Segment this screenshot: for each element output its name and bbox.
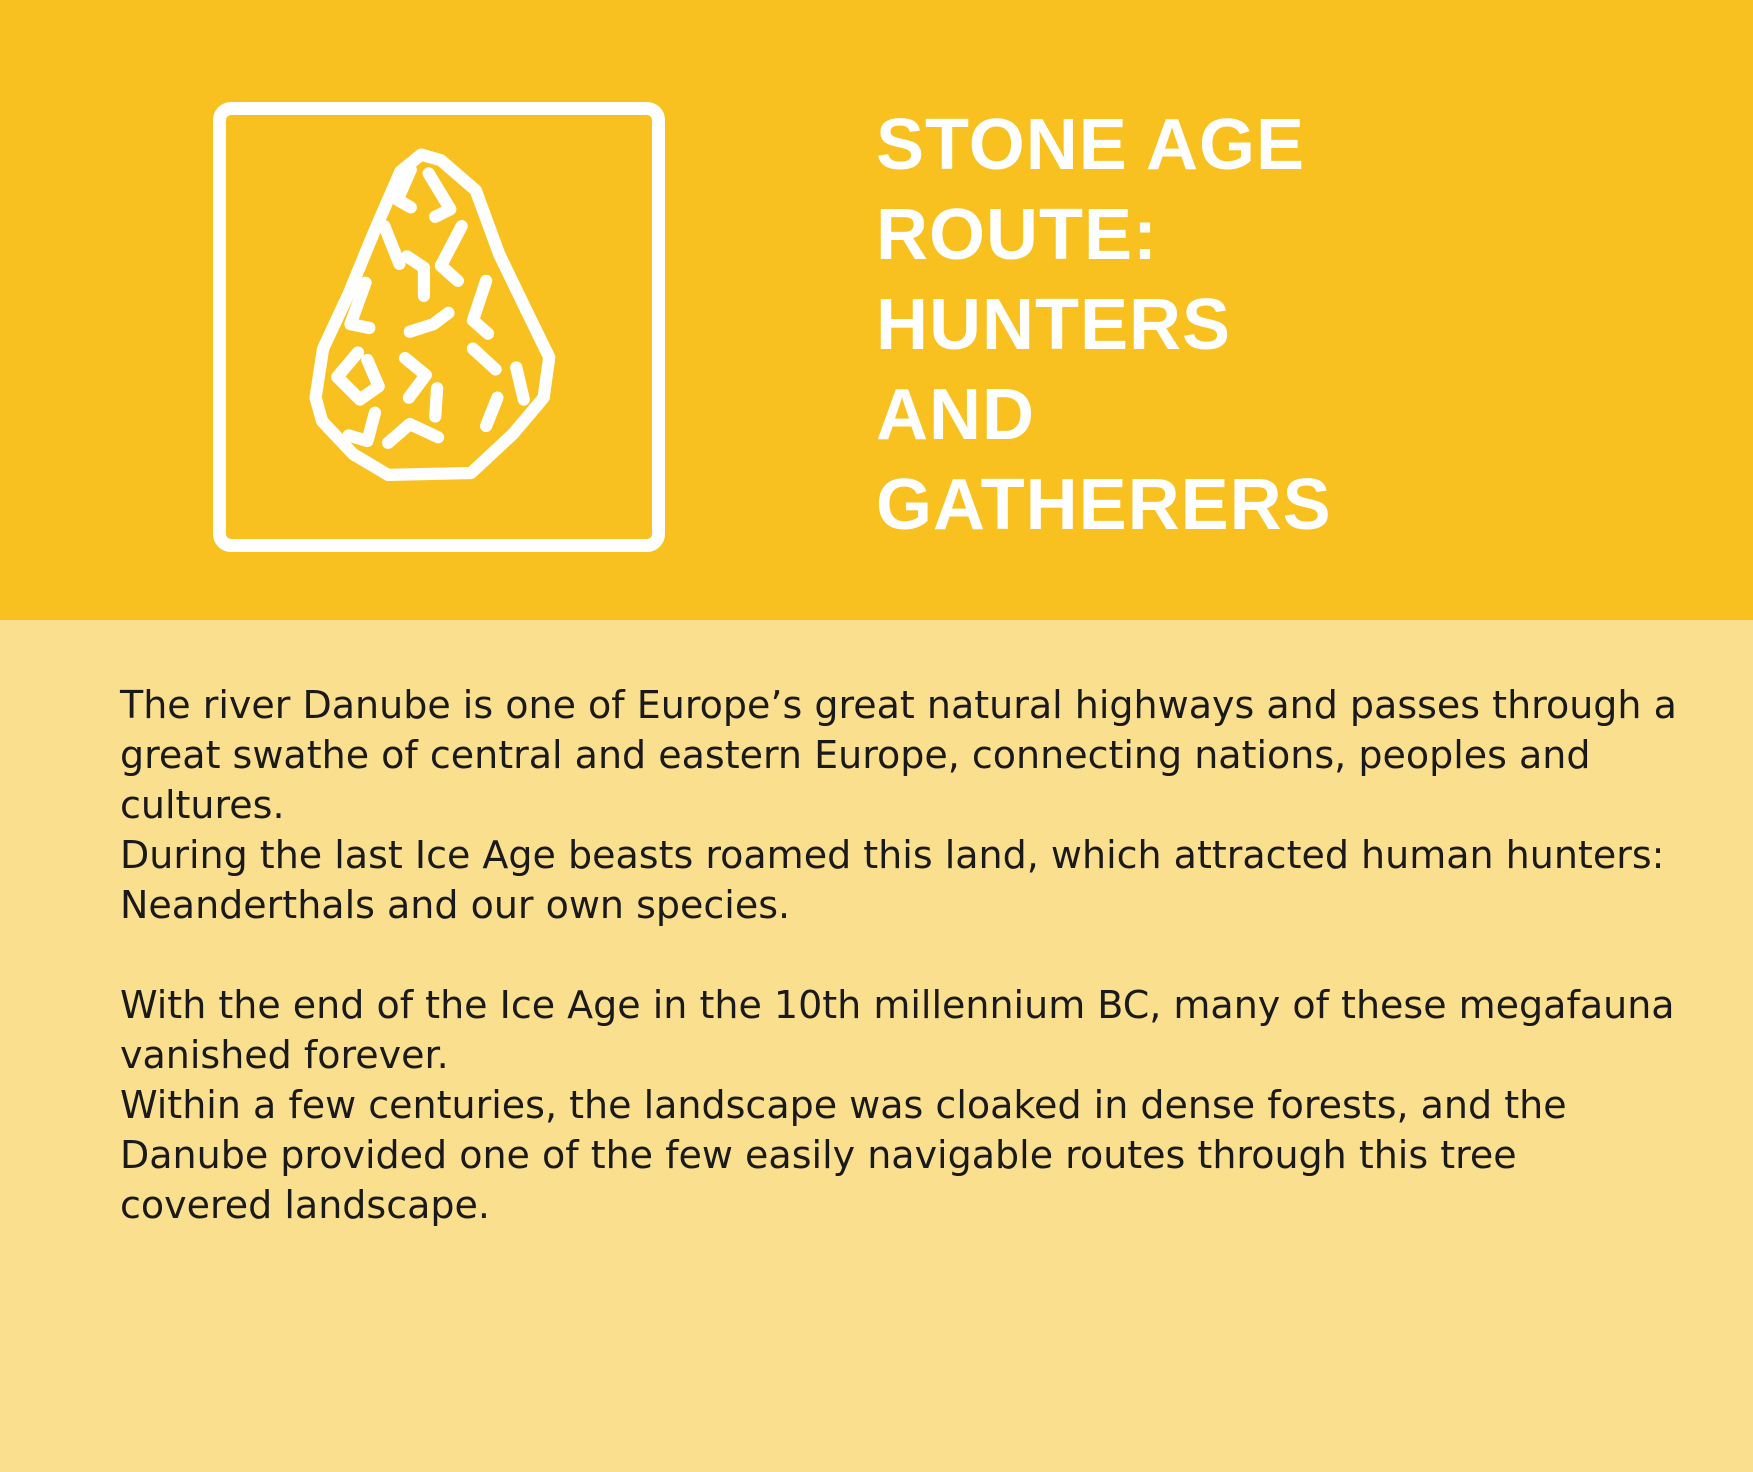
paragraph: Within a few centuries, the landscape was cloaked in dense forests, and the Danube provided one of the few easily navigable routes through this tree covered landscape.: [120, 1083, 1567, 1227]
body-text: [120, 680, 1680, 1230]
paragraph-spacer: [120, 930, 1680, 980]
hand-axe-icon: [226, 115, 652, 539]
title-line: HUNTERS: [876, 285, 1232, 365]
title-line: AND: [876, 375, 1035, 455]
title-line: STONE AGE: [876, 105, 1306, 185]
page-title: [876, 100, 1696, 550]
paragraph: During the last Ice Age beasts roamed this land, which attracted human hunters: Neanderthals and our own species.: [120, 833, 1665, 927]
icon-frame: [213, 102, 665, 552]
title-line: GATHERERS: [876, 465, 1332, 545]
paragraph: With the end of the Ice Age in the 10th millennium BC, many of these megafauna vanished forever.: [120, 983, 1675, 1077]
header-banner: [0, 0, 1753, 620]
title-line: ROUTE:: [876, 195, 1158, 275]
paragraph: The river Danube is one of Europe’s great natural highways and passes through a great swathe of central and eastern Europe, connecting nations, peoples and cultures.: [120, 683, 1677, 827]
